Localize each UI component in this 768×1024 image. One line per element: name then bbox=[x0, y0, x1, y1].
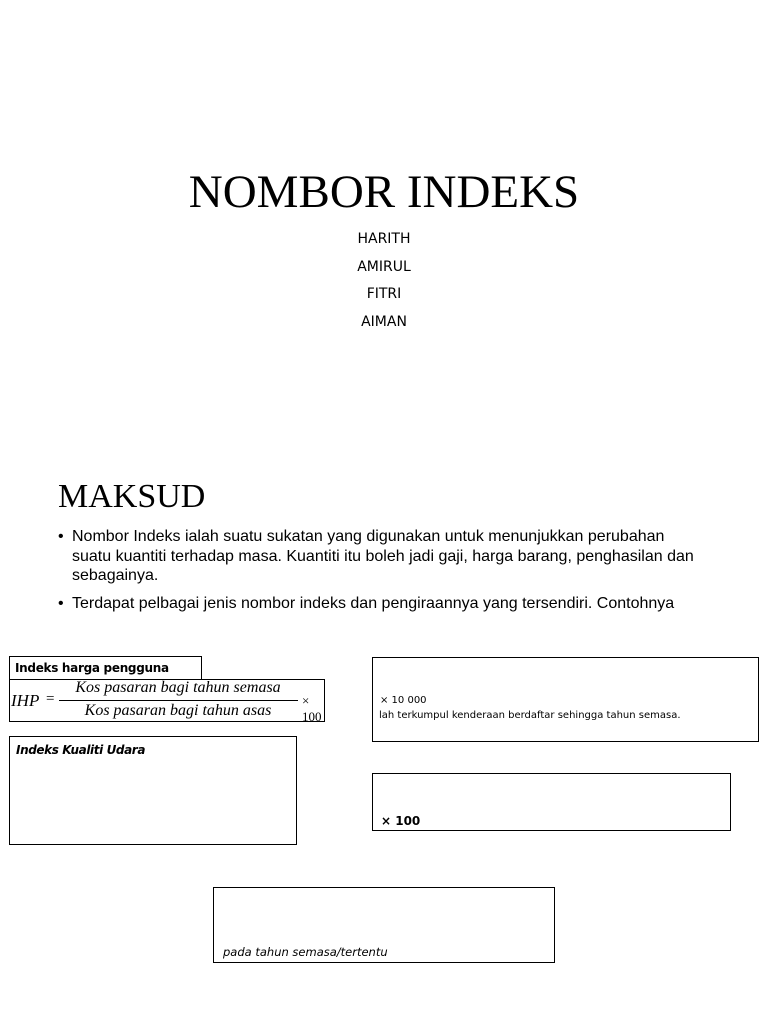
kenderaan-box bbox=[372, 657, 759, 742]
author-name: FITRI bbox=[366, 286, 402, 302]
formula-numerator: Kos pasaran bagi tahun semasa bbox=[75, 679, 281, 696]
author-list bbox=[0, 229, 768, 339]
fraction-bar bbox=[59, 700, 298, 701]
author-name: AMIRUL bbox=[357, 258, 411, 275]
author-name: AIMAN bbox=[361, 313, 407, 330]
tahun-semasa-box bbox=[213, 887, 555, 963]
kenderaan-text: lah terkumpul kenderaan berdaftar sehingga tahun semasa. bbox=[379, 710, 681, 721]
kualiti-udara-label: Indeks Kualiti Udara bbox=[16, 743, 146, 757]
bullet-glyph: • bbox=[58, 594, 64, 612]
kenderaan-multiplier: × 10 000 bbox=[380, 695, 427, 706]
tahun-semasa-text: pada tahun semasa/tertentu bbox=[223, 945, 388, 959]
ihp-label-box bbox=[9, 656, 202, 680]
bullet-item bbox=[58, 594, 698, 614]
multiplier-box bbox=[372, 773, 731, 831]
author-name: HARITH bbox=[357, 231, 411, 247]
formula-denominator: Kos pasaran bagi tahun asas bbox=[84, 702, 272, 719]
bullet-item bbox=[58, 527, 698, 586]
ihp-formula-box bbox=[9, 679, 325, 722]
slide-title: NOMBOR INDEKS bbox=[188, 166, 580, 218]
section-heading: MAKSUD bbox=[58, 478, 206, 515]
bullet-text: Terdapat pelbagai jenis nombor indeks dan pengiraannya yang tersendiri. Contohnya bbox=[72, 594, 675, 612]
formula-lhs: IHP bbox=[11, 691, 40, 710]
formula-multiplier: × 100 bbox=[302, 693, 322, 724]
bullet-text: Nombor Indeks ialah suatu sukatan yang digunakan untuk menunjukkan perubahan suatu kuantiti terhadap masa. Kuantiti itu boleh jadi gaji, harga barang, penghasilan dan sebagainya. bbox=[72, 528, 694, 584]
bullet-glyph: • bbox=[58, 528, 64, 545]
bullet-list bbox=[58, 527, 698, 621]
ihp-label: Indeks harga pengguna bbox=[15, 661, 169, 675]
kualiti-udara-box bbox=[9, 736, 297, 845]
formula-equals: = bbox=[46, 691, 55, 707]
multiplier-text: × 100 bbox=[381, 814, 421, 828]
